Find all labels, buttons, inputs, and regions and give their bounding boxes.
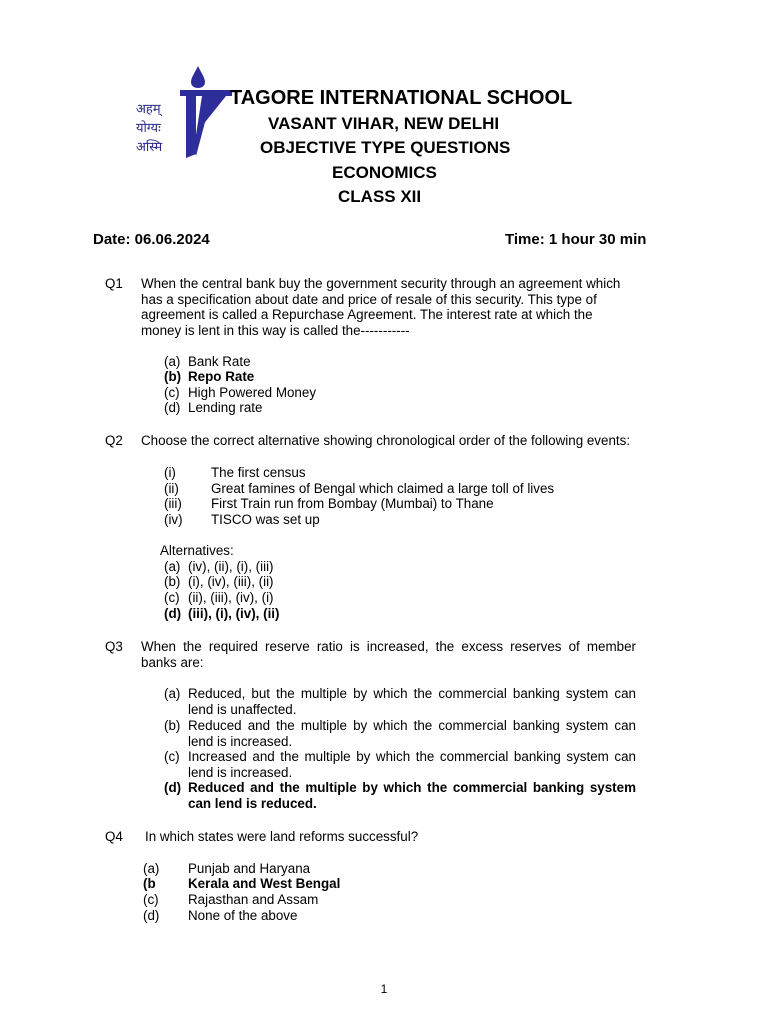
q4-option-c-label: (c) — [143, 892, 159, 907]
q4-text: In which states were land reforms successful? — [145, 829, 419, 844]
q1-option-c-label: (c) — [164, 385, 180, 400]
logo-text-line-3: अस्मि — [136, 140, 163, 155]
document-type: OBJECTIVE TYPE QUESTIONS — [260, 138, 511, 157]
subject: ECONOMICS — [332, 163, 437, 182]
q2-event-1-label: (i) — [164, 465, 176, 480]
q1-option-d-label: (d) — [164, 400, 181, 415]
q2-option-a-label: (a) — [164, 559, 181, 574]
q3-option-c-label: (c) — [164, 749, 180, 764]
q2-option-d-label: (d) — [164, 606, 182, 621]
q2-option-d-text: (iii), (i), (iv), (ii) — [188, 606, 280, 621]
q2-option-b-text: (i), (iv), (iii), (ii) — [188, 574, 274, 589]
q3-option-d-text: Reduced and the multiple by which the commercial banking system can lend is reduced. — [188, 780, 636, 811]
school-name: TAGORE INTERNATIONAL SCHOOL — [230, 87, 573, 109]
q1-number: Q1 — [105, 276, 123, 291]
q2-option-c-text: (ii), (iii), (iv), (i) — [188, 590, 274, 605]
q1-option-c-text: High Powered Money — [188, 385, 317, 400]
q1-option-b-label: (b) — [164, 369, 182, 384]
q2-event-2-text: Great famines of Bengal which claimed a large toll of lives — [211, 481, 555, 496]
q2-option-a-text: (iv), (ii), (i), (iii) — [188, 559, 274, 574]
q2-number: Q2 — [105, 433, 123, 448]
exam-date: Date: 06.06.2024 — [93, 231, 210, 248]
q2-event-1-text: The first census — [211, 465, 306, 480]
q3-option-b-label: (b) — [164, 718, 181, 733]
page-number: 1 — [380, 982, 388, 996]
logo-text-line-2: योग्यः — [136, 121, 161, 136]
q4-number: Q4 — [105, 829, 123, 844]
q2-event-4-text: TISCO was set up — [211, 512, 320, 527]
q3-option-b-text: Reduced and the multiple by which the commercial banking system can lend is increased. — [188, 718, 636, 749]
q1-text: When the central bank buy the government security through an agreement which has a specification about date and price of resale of this security. This type of agreement is called a Repurchase Agreement. The interest rate at which the money is lent in this way is called the----------- — [141, 276, 621, 338]
q2-text: Choose the correct alternative showing chronological order of the following events: — [141, 433, 631, 448]
q3-text: When the required reserve ratio is increased, the excess reserves of member banks are: — [141, 639, 636, 670]
school-location: VASANT VIHAR, NEW DELHI — [268, 114, 500, 133]
logo-text-line-1: अहम् — [136, 102, 161, 117]
q4-option-a-text: Punjab and Haryana — [188, 861, 311, 876]
q1-option-b-text: Repo Rate — [188, 369, 255, 384]
q2-option-b-label: (b) — [164, 574, 181, 589]
q4-option-a-label: (a) — [143, 861, 160, 876]
q2-event-3-text: First Train run from Bombay (Mumbai) to Thane — [211, 496, 494, 511]
q4-option-d-text: None of the above — [188, 908, 298, 923]
school-logo — [136, 66, 234, 160]
q2-event-2-label: (ii) — [164, 481, 179, 496]
q4-option-c-text: Rajasthan and Assam — [188, 892, 319, 907]
exam-duration: Time: 1 hour 30 min — [505, 231, 647, 248]
q2-option-c-label: (c) — [164, 590, 180, 605]
q4-option-b-label: (b — [143, 876, 156, 891]
q1-option-a-text: Bank Rate — [188, 354, 251, 369]
class-label: CLASS XII — [338, 187, 422, 206]
q3-option-a-text: Reduced, but the multiple by which the commercial banking system can lend is unaffected. — [188, 686, 636, 717]
q3-option-a-label: (a) — [164, 686, 181, 701]
q2-alternatives-heading: Alternatives: — [160, 543, 234, 558]
q3-option-d-label: (d) — [164, 780, 182, 795]
q1-option-d-text: Lending rate — [188, 400, 263, 415]
q1-option-a-label: (a) — [164, 354, 181, 369]
q4-option-d-label: (d) — [143, 908, 160, 923]
q3-number: Q3 — [105, 639, 123, 654]
q4-option-b-text: Kerala and West Bengal — [188, 876, 341, 891]
q3-option-c-text: Increased and the multiple by which the commercial banking system can lend is increased. — [188, 749, 636, 780]
q2-event-4-label: (iv) — [164, 512, 183, 527]
q2-event-3-label: (iii) — [164, 496, 182, 511]
